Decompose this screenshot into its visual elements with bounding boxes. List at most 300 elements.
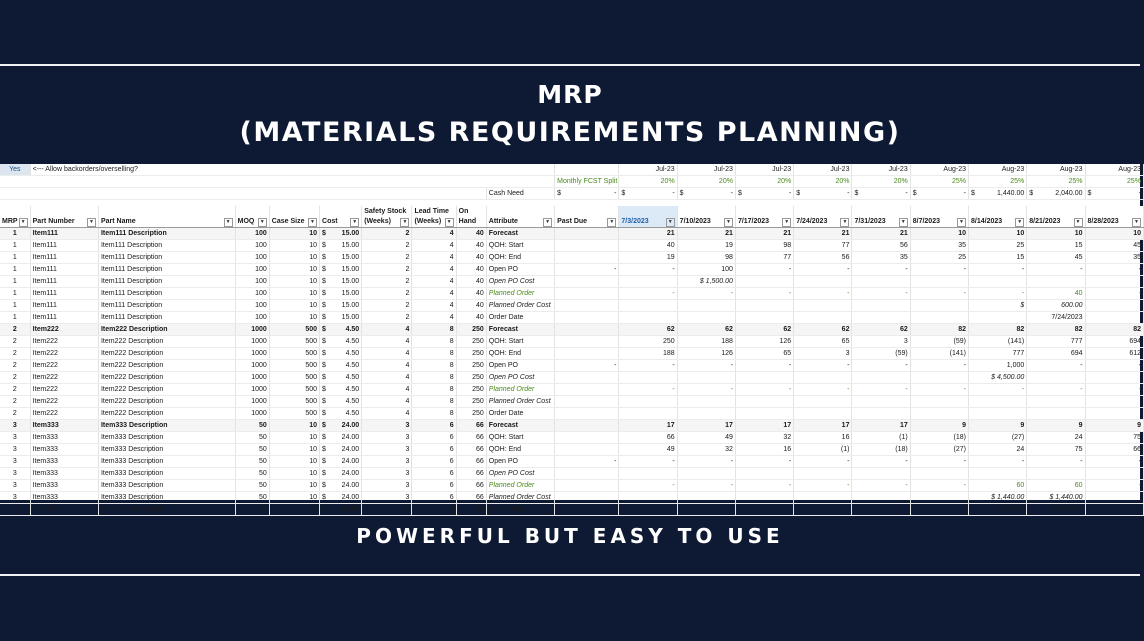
column-header-part-number[interactable]: Part Number ▼	[30, 206, 98, 228]
split-value[interactable]: 20%	[677, 176, 735, 188]
attribute-cell[interactable]: QOH: Start	[486, 240, 554, 252]
safety-stock-cell[interactable]: 4	[362, 324, 412, 336]
moq-cell[interactable]: 100	[235, 252, 269, 264]
lead-time-cell[interactable]: 8	[412, 324, 456, 336]
period-value-cell[interactable]: $ 4,500.00	[969, 372, 1027, 384]
moq-cell[interactable]: 100	[235, 264, 269, 276]
period-value-cell[interactable]: 16	[735, 444, 793, 456]
period-value-cell[interactable]: -	[794, 264, 852, 276]
mrp-cell[interactable]: 2	[0, 324, 30, 336]
filter-dropdown-icon[interactable]: ▼	[19, 218, 28, 227]
period-value-cell[interactable]: $ 1,440.00	[969, 492, 1027, 504]
period-value-cell[interactable]: -	[1027, 264, 1085, 276]
part-number-cell[interactable]: Item333	[30, 444, 98, 456]
period-value-cell[interactable]	[619, 468, 677, 480]
case-size-cell[interactable]: 500	[269, 336, 319, 348]
moq-cell[interactable]: 50	[235, 444, 269, 456]
period-value-cell[interactable]: -	[677, 360, 735, 372]
period-value-cell[interactable]: 694	[1027, 348, 1085, 360]
period-value-cell[interactable]	[1085, 492, 1143, 504]
lead-time-cell[interactable]: 4	[412, 276, 456, 288]
safety-stock-cell[interactable]: 4	[362, 384, 412, 396]
column-header-mrp[interactable]: MRP ▼	[0, 206, 30, 228]
attribute-cell[interactable]: Open PO	[486, 456, 554, 468]
split-value[interactable]: 25%	[910, 176, 968, 188]
on-hand-cell[interactable]: 66	[456, 456, 486, 468]
period-value-cell[interactable]: 9	[910, 420, 968, 432]
period-value-cell[interactable]: -	[677, 384, 735, 396]
safety-stock-cell[interactable]: 4	[362, 372, 412, 384]
moq-cell[interactable]: 50	[235, 432, 269, 444]
attribute-cell[interactable]: QOH: Start	[486, 336, 554, 348]
part-number-cell[interactable]: Item111	[30, 312, 98, 324]
safety-stock-cell[interactable]: 3	[362, 492, 412, 504]
period-value-cell[interactable]: 77	[735, 252, 793, 264]
safety-stock-cell[interactable]: 2	[362, 312, 412, 324]
part-number-cell[interactable]: Item222	[30, 384, 98, 396]
period-value-cell[interactable]	[677, 504, 735, 516]
period-value-cell[interactable]: 82	[969, 324, 1027, 336]
past-due-cell[interactable]	[555, 420, 619, 432]
attribute-cell[interactable]: Planned Order Cost	[486, 492, 554, 504]
attribute-cell[interactable]: Planned Order	[486, 288, 554, 300]
moq-cell[interactable]: 50	[235, 468, 269, 480]
period-value-cell[interactable]: 49	[677, 432, 735, 444]
period-value-cell[interactable]: -	[910, 480, 968, 492]
period-value-cell[interactable]: -	[794, 480, 852, 492]
attribute-cell[interactable]: Open PO	[486, 264, 554, 276]
lead-time-cell[interactable]: 8	[412, 372, 456, 384]
period-value-cell[interactable]: -	[1027, 384, 1085, 396]
part-name-cell[interactable]: Item222 Description	[98, 360, 235, 372]
part-number-cell[interactable]: Item222	[30, 348, 98, 360]
lead-time-cell[interactable]: 8	[412, 408, 456, 420]
safety-stock-cell[interactable]: 4	[362, 336, 412, 348]
on-hand-cell[interactable]: 40	[456, 252, 486, 264]
period-value-cell[interactable]: 60	[1027, 480, 1085, 492]
cost-cell[interactable]	[320, 468, 362, 480]
period-value-cell[interactable]	[1085, 504, 1143, 516]
period-value-cell[interactable]: 75	[1085, 432, 1143, 444]
column-header-date[interactable]: 7/3/2023 ▼	[619, 206, 677, 228]
filter-dropdown-icon[interactable]: ▼	[1015, 218, 1024, 227]
on-hand-cell[interactable]: 66	[456, 468, 486, 480]
period-value-cell[interactable]: -	[1085, 384, 1143, 396]
split-value[interactable]: 25%	[1027, 176, 1085, 188]
filter-dropdown-icon[interactable]: ▼	[840, 218, 849, 227]
safety-stock-cell[interactable]: 4	[362, 360, 412, 372]
period-value-cell[interactable]: 21	[794, 228, 852, 240]
column-header-lead-time[interactable]: Lead Time (Weeks) ▼	[412, 206, 456, 228]
part-name-cell[interactable]: Item333 Description	[98, 504, 235, 516]
mrp-cell[interactable]: 1	[0, 240, 30, 252]
split-value[interactable]: 20%	[794, 176, 852, 188]
split-value[interactable]: 20%	[852, 176, 910, 188]
past-due-cell[interactable]	[555, 288, 619, 300]
period-value-cell[interactable]	[910, 312, 968, 324]
part-name-cell[interactable]: Item333 Description	[98, 420, 235, 432]
period-value-cell[interactable]: -	[910, 288, 968, 300]
period-value-cell[interactable]: (141)	[910, 348, 968, 360]
period-value-cell[interactable]	[969, 276, 1027, 288]
cost-cell[interactable]	[320, 396, 362, 408]
moq-cell[interactable]: 100	[235, 240, 269, 252]
part-number-cell[interactable]: Item333	[30, 480, 98, 492]
period-value-cell[interactable]: 694	[1085, 336, 1143, 348]
moq-cell[interactable]: 50	[235, 504, 269, 516]
column-header-date[interactable]: 8/21/2023 ▼	[1027, 206, 1085, 228]
part-name-cell[interactable]: Item111 Description	[98, 240, 235, 252]
part-number-cell[interactable]: Item111	[30, 240, 98, 252]
period-value-cell[interactable]	[619, 276, 677, 288]
period-value-cell[interactable]	[794, 408, 852, 420]
period-value-cell[interactable]	[910, 276, 968, 288]
on-hand-cell[interactable]: 66	[456, 444, 486, 456]
period-value-cell[interactable]	[852, 504, 910, 516]
period-value-cell[interactable]: 82	[1027, 324, 1085, 336]
part-name-cell[interactable]: Item333 Description	[98, 444, 235, 456]
on-hand-cell[interactable]: 40	[456, 300, 486, 312]
safety-stock-cell[interactable]: 2	[362, 228, 412, 240]
filter-dropdown-icon[interactable]: ▼	[1074, 218, 1083, 227]
period-value-cell[interactable]: 7/10/2023	[1027, 504, 1085, 516]
cost-cell[interactable]	[320, 276, 362, 288]
period-value-cell[interactable]: -	[619, 360, 677, 372]
period-value-cell[interactable]: -	[910, 264, 968, 276]
mrp-cell[interactable]: 3	[0, 444, 30, 456]
moq-cell[interactable]: 1000	[235, 336, 269, 348]
part-number-cell[interactable]: Item222	[30, 324, 98, 336]
on-hand-cell[interactable]: 66	[456, 492, 486, 504]
period-value-cell[interactable]	[1027, 408, 1085, 420]
past-due-cell[interactable]	[555, 396, 619, 408]
split-value[interactable]: 25%	[1085, 176, 1143, 188]
period-value-cell[interactable]: 3	[852, 336, 910, 348]
period-value-cell[interactable]: 17	[619, 420, 677, 432]
period-value-cell[interactable]: 66	[1085, 444, 1143, 456]
period-value-cell[interactable]	[735, 468, 793, 480]
on-hand-cell[interactable]: 66	[456, 420, 486, 432]
part-name-cell[interactable]: Item111 Description	[98, 312, 235, 324]
attribute-cell[interactable]: Forecast	[486, 228, 554, 240]
past-due-cell[interactable]	[555, 300, 619, 312]
period-value-cell[interactable]: -	[794, 288, 852, 300]
mrp-cell[interactable]: 1	[0, 300, 30, 312]
period-value-cell[interactable]: -	[910, 456, 968, 468]
cost-cell[interactable]	[320, 372, 362, 384]
filter-dropdown-icon[interactable]: ▼	[543, 218, 552, 227]
safety-stock-cell[interactable]: 2	[362, 252, 412, 264]
part-number-cell[interactable]: Item111	[30, 276, 98, 288]
moq-cell[interactable]: 1000	[235, 360, 269, 372]
column-header-safety-stock[interactable]: Safety Stock (Weeks) ▼	[362, 206, 412, 228]
period-value-cell[interactable]: -	[852, 288, 910, 300]
on-hand-cell[interactable]: 250	[456, 408, 486, 420]
period-value-cell[interactable]: 98	[735, 240, 793, 252]
split-value[interactable]: 20%	[735, 176, 793, 188]
case-size-cell[interactable]: 500	[269, 408, 319, 420]
filter-dropdown-icon[interactable]: ▼	[87, 218, 96, 227]
period-value-cell[interactable]: $ 1,500.00	[677, 276, 735, 288]
period-value-cell[interactable]: 62	[735, 324, 793, 336]
cost-cell[interactable]	[320, 408, 362, 420]
period-value-cell[interactable]	[677, 372, 735, 384]
period-value-cell[interactable]: 24	[969, 444, 1027, 456]
past-due-cell[interactable]	[555, 504, 619, 516]
period-value-cell[interactable]	[677, 468, 735, 480]
attribute-cell[interactable]: Forecast	[486, 420, 554, 432]
on-hand-cell[interactable]: 66	[456, 504, 486, 516]
moq-cell[interactable]: 50	[235, 480, 269, 492]
case-size-cell[interactable]: 10	[269, 228, 319, 240]
period-value-cell[interactable]	[735, 312, 793, 324]
period-value-cell[interactable]: 56	[794, 252, 852, 264]
part-name-cell[interactable]: Item333 Description	[98, 468, 235, 480]
period-value-cell[interactable]: 49	[619, 444, 677, 456]
mrp-cell[interactable]: 2	[0, 408, 30, 420]
period-value-cell[interactable]: -	[1027, 360, 1085, 372]
period-value-cell[interactable]: -	[619, 288, 677, 300]
part-name-cell[interactable]: Item333 Description	[98, 480, 235, 492]
case-size-cell[interactable]: 10	[269, 252, 319, 264]
safety-stock-cell[interactable]: 2	[362, 276, 412, 288]
period-value-cell[interactable]: -	[794, 384, 852, 396]
part-name-cell[interactable]: Item222 Description	[98, 348, 235, 360]
past-due-cell[interactable]	[555, 444, 619, 456]
period-value-cell[interactable]	[969, 312, 1027, 324]
filter-dropdown-icon[interactable]: ▼	[308, 218, 317, 227]
attribute-cell[interactable]: QOH: End	[486, 444, 554, 456]
period-value-cell[interactable]: 17	[852, 420, 910, 432]
filter-dropdown-icon[interactable]: ▼	[1132, 218, 1141, 227]
mrp-cell[interactable]: 2	[0, 372, 30, 384]
mrp-cell[interactable]: 3	[0, 432, 30, 444]
past-due-cell[interactable]	[555, 336, 619, 348]
past-due-cell[interactable]	[555, 252, 619, 264]
period-value-cell[interactable]: 3	[794, 348, 852, 360]
period-value-cell[interactable]	[677, 492, 735, 504]
on-hand-cell[interactable]: 40	[456, 228, 486, 240]
period-value-cell[interactable]: 15	[969, 252, 1027, 264]
column-header-case-size[interactable]: Case Size ▼	[269, 206, 319, 228]
period-value-cell[interactable]: 75	[1027, 444, 1085, 456]
attribute-cell[interactable]: Planned Order	[486, 384, 554, 396]
period-value-cell[interactable]: 66	[619, 432, 677, 444]
lead-time-cell[interactable]: 8	[412, 360, 456, 372]
lead-time-cell[interactable]: 6	[412, 432, 456, 444]
past-due-cell[interactable]	[555, 384, 619, 396]
period-value-cell[interactable]: -	[852, 456, 910, 468]
period-value-cell[interactable]	[1085, 300, 1143, 312]
attribute-cell[interactable]: Order Date	[486, 504, 554, 516]
period-value-cell[interactable]	[677, 408, 735, 420]
period-value-cell[interactable]: (59)	[852, 348, 910, 360]
period-value-cell[interactable]	[852, 468, 910, 480]
period-value-cell[interactable]	[677, 396, 735, 408]
part-name-cell[interactable]: Item222 Description	[98, 384, 235, 396]
case-size-cell[interactable]: 10	[269, 288, 319, 300]
past-due-cell[interactable]	[555, 348, 619, 360]
cost-cell[interactable]	[320, 456, 362, 468]
moq-cell[interactable]: 50	[235, 492, 269, 504]
case-size-cell[interactable]: 500	[269, 384, 319, 396]
lead-time-cell[interactable]: 4	[412, 252, 456, 264]
part-name-cell[interactable]: Item222 Description	[98, 396, 235, 408]
filter-dropdown-icon[interactable]: ▼	[666, 218, 675, 227]
lead-time-cell[interactable]: 8	[412, 336, 456, 348]
on-hand-cell[interactable]: 40	[456, 288, 486, 300]
safety-stock-cell[interactable]: 2	[362, 288, 412, 300]
part-name-cell[interactable]: Item222 Description	[98, 372, 235, 384]
cost-cell[interactable]	[320, 264, 362, 276]
period-value-cell[interactable]: -	[677, 288, 735, 300]
period-value-cell[interactable]: -	[735, 456, 793, 468]
period-value-cell[interactable]: $ 1,440.00	[1027, 492, 1085, 504]
filter-dropdown-icon[interactable]: ▼	[899, 218, 908, 227]
moq-cell[interactable]: 1000	[235, 408, 269, 420]
filter-dropdown-icon[interactable]: ▼	[607, 218, 616, 227]
period-value-cell[interactable]	[735, 372, 793, 384]
period-value-cell[interactable]: (1)	[794, 444, 852, 456]
period-value-cell[interactable]: 35	[910, 240, 968, 252]
on-hand-cell[interactable]: 40	[456, 276, 486, 288]
attribute-cell[interactable]: Planned Order	[486, 480, 554, 492]
period-value-cell[interactable]	[1085, 372, 1143, 384]
case-size-cell[interactable]: 500	[269, 324, 319, 336]
period-value-cell[interactable]	[1027, 396, 1085, 408]
period-value-cell[interactable]	[852, 312, 910, 324]
period-value-cell[interactable]: -	[969, 264, 1027, 276]
safety-stock-cell[interactable]: 4	[362, 408, 412, 420]
case-size-cell[interactable]: 10	[269, 264, 319, 276]
cost-cell[interactable]	[320, 312, 362, 324]
past-due-cell[interactable]: -	[555, 360, 619, 372]
column-header-date[interactable]: 7/31/2023 ▼	[852, 206, 910, 228]
case-size-cell[interactable]: 10	[269, 468, 319, 480]
moq-cell[interactable]: 1000	[235, 384, 269, 396]
period-value-cell[interactable]: 35	[852, 252, 910, 264]
cost-cell[interactable]	[320, 384, 362, 396]
period-value-cell[interactable]: 777	[1027, 336, 1085, 348]
part-number-cell[interactable]: Item111	[30, 300, 98, 312]
mrp-cell[interactable]: 2	[0, 384, 30, 396]
filter-dropdown-icon[interactable]: ▼	[724, 218, 733, 227]
period-value-cell[interactable]: 82	[1085, 324, 1143, 336]
part-number-cell[interactable]: Item333	[30, 492, 98, 504]
column-header-cost[interactable]: Cost ▼	[320, 206, 362, 228]
period-value-cell[interactable]: 17	[735, 420, 793, 432]
mrp-cell[interactable]: 3	[0, 480, 30, 492]
part-number-cell[interactable]: Item111	[30, 228, 98, 240]
safety-stock-cell[interactable]: 2	[362, 300, 412, 312]
case-size-cell[interactable]: 500	[269, 348, 319, 360]
part-name-cell[interactable]: Item111 Description	[98, 228, 235, 240]
period-value-cell[interactable]: 21	[619, 228, 677, 240]
period-value-cell[interactable]: 25	[910, 252, 968, 264]
part-name-cell[interactable]: Item111 Description	[98, 288, 235, 300]
period-value-cell[interactable]: 45	[1027, 252, 1085, 264]
period-value-cell[interactable]	[969, 396, 1027, 408]
cost-cell[interactable]	[320, 432, 362, 444]
period-value-cell[interactable]: -	[1085, 288, 1143, 300]
period-value-cell[interactable]: -	[735, 360, 793, 372]
safety-stock-cell[interactable]: 2	[362, 264, 412, 276]
period-value-cell[interactable]	[619, 504, 677, 516]
filter-dropdown-icon[interactable]: ▼	[258, 218, 267, 227]
lead-time-cell[interactable]: 6	[412, 420, 456, 432]
cost-cell[interactable]	[320, 336, 362, 348]
period-value-cell[interactable]: 17	[794, 420, 852, 432]
period-value-cell[interactable]: -	[1085, 264, 1143, 276]
period-value-cell[interactable]: 60	[969, 480, 1027, 492]
period-value-cell[interactable]: -	[852, 480, 910, 492]
on-hand-cell[interactable]: 40	[456, 312, 486, 324]
period-value-cell[interactable]	[794, 372, 852, 384]
past-due-cell[interactable]	[555, 324, 619, 336]
on-hand-cell[interactable]: 250	[456, 336, 486, 348]
period-value-cell[interactable]	[735, 300, 793, 312]
period-value-cell[interactable]	[794, 312, 852, 324]
period-value-cell[interactable]	[735, 408, 793, 420]
moq-cell[interactable]: 100	[235, 300, 269, 312]
part-name-cell[interactable]: Item333 Description	[98, 432, 235, 444]
period-value-cell[interactable]	[677, 312, 735, 324]
attribute-cell[interactable]: Open PO Cost	[486, 276, 554, 288]
part-number-cell[interactable]: Item333	[30, 456, 98, 468]
period-value-cell[interactable]	[1027, 276, 1085, 288]
period-value-cell[interactable]: 56	[852, 240, 910, 252]
period-value-cell[interactable]	[910, 468, 968, 480]
moq-cell[interactable]: 50	[235, 420, 269, 432]
on-hand-cell[interactable]: 250	[456, 396, 486, 408]
part-number-cell[interactable]: Item111	[30, 264, 98, 276]
part-number-cell[interactable]: Item111	[30, 288, 98, 300]
attribute-cell[interactable]: Order Date	[486, 408, 554, 420]
period-value-cell[interactable]: -	[619, 264, 677, 276]
period-value-cell[interactable]	[794, 492, 852, 504]
case-size-cell[interactable]: 10	[269, 276, 319, 288]
column-header-moq[interactable]: MOQ ▼	[235, 206, 269, 228]
period-value-cell[interactable]: (18)	[910, 432, 968, 444]
period-value-cell[interactable]: -	[1085, 456, 1143, 468]
period-value-cell[interactable]	[910, 408, 968, 420]
period-value-cell[interactable]: -	[735, 264, 793, 276]
moq-cell[interactable]: 100	[235, 288, 269, 300]
column-header-date[interactable]: 7/24/2023 ▼	[794, 206, 852, 228]
period-value-cell[interactable]: 9	[1085, 420, 1143, 432]
mrp-cell[interactable]: 1	[0, 228, 30, 240]
period-value-cell[interactable]	[619, 492, 677, 504]
period-value-cell[interactable]	[969, 408, 1027, 420]
part-name-cell[interactable]: Item111 Description	[98, 252, 235, 264]
period-value-cell[interactable]	[852, 408, 910, 420]
attribute-cell[interactable]: Forecast	[486, 324, 554, 336]
on-hand-cell[interactable]: 40	[456, 240, 486, 252]
split-value[interactable]: 20%	[619, 176, 677, 188]
attribute-cell[interactable]: Open PO Cost	[486, 372, 554, 384]
split-value[interactable]: 25%	[969, 176, 1027, 188]
period-value-cell[interactable]: -	[735, 480, 793, 492]
attribute-cell[interactable]: Open PO	[486, 360, 554, 372]
period-value-cell[interactable]: 10	[969, 228, 1027, 240]
moq-cell[interactable]: 1000	[235, 372, 269, 384]
safety-stock-cell[interactable]: 3	[362, 456, 412, 468]
lead-time-cell[interactable]: 8	[412, 384, 456, 396]
cost-cell[interactable]	[320, 288, 362, 300]
period-value-cell[interactable]: -	[1027, 456, 1085, 468]
period-value-cell[interactable]: 62	[619, 324, 677, 336]
past-due-cell[interactable]	[555, 276, 619, 288]
